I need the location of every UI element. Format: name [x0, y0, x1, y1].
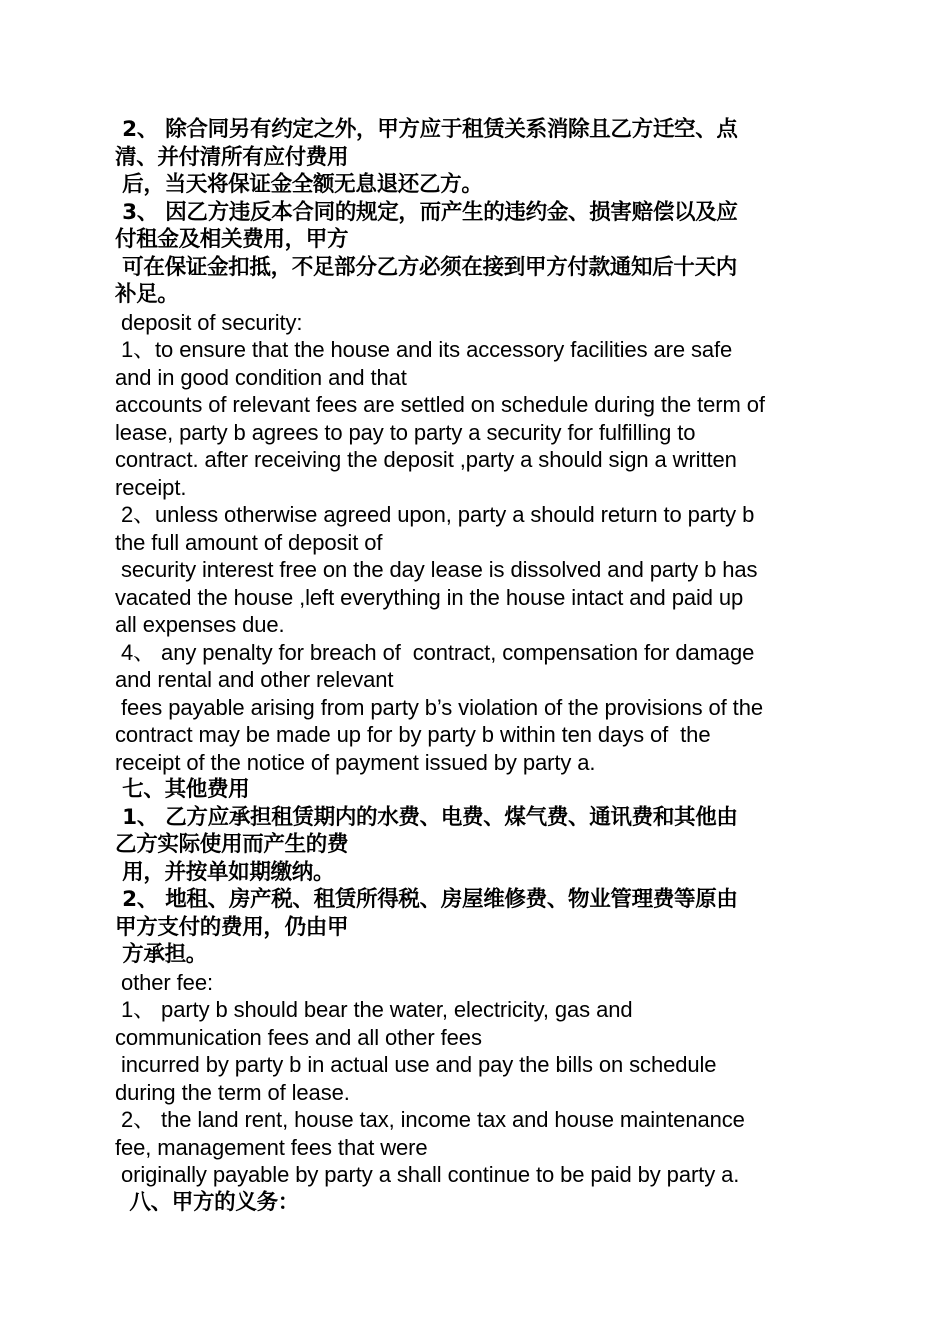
text-line: 1、 party b should bear the water, electricity, gas and [115, 997, 633, 1022]
text-line: accounts of relevant fees are settled on schedule during the term of [115, 392, 765, 417]
text-line: lease, party b agrees to pay to party a security for fulfilling to [115, 419, 696, 445]
text-line: other fee: [115, 969, 213, 995]
text-line: 后，当天将保证金全额无息退还乙方。 [115, 172, 483, 197]
text-line: and in good condition and that [115, 364, 407, 390]
text-line: 2、 除合同另有约定之外，甲方应于租赁关系消除且乙方迁空、点 [115, 117, 738, 142]
text-line: 方承担。 [115, 942, 207, 967]
text-line: incurred by party b in actual use and pay the bills on schedule [115, 1052, 717, 1077]
text-line: the full amount of deposit of [115, 529, 383, 555]
text-line: communication fees and all other fees [115, 1024, 482, 1050]
text-line: 1、 乙方应承担租赁期内的水费、电费、煤气费、通讯费和其他由 [115, 804, 738, 830]
text-line: 2、 the land rent, house tax, income tax and house maintenance [115, 1107, 745, 1132]
text-line: 七、其他费用 [115, 777, 250, 802]
text-line: during the term of lease. [115, 1079, 350, 1105]
text-line: all expenses due. [115, 612, 285, 637]
text-line: 用，并按单如期缴纳。 [115, 859, 335, 885]
document-body [115, 116, 840, 1216]
text-line: 2、unless otherwise agreed upon, party a should return to party b [115, 502, 755, 527]
text-line: 可在保证金扣抵，不足部分乙方必须在接到甲方付款通知后十天内 [115, 254, 737, 280]
text-line: 甲方支付的费用，仍由甲 [115, 914, 349, 940]
text-line: 1、to ensure that the house and its accessory facilities are safe [115, 337, 733, 362]
text-line: 清、并付清所有应付费用 [115, 144, 349, 170]
text-line: fee, management fees that were [115, 1134, 428, 1160]
text-line: 3、 因乙方违反本合同的规定，而产生的违约金、损害赔偿以及应 [115, 199, 738, 225]
text-line: originally payable by party a shall continue to be paid by party a. [115, 1162, 740, 1187]
text-line: 八、甲方的义务： [115, 1189, 299, 1215]
text-line: contract. after receiving the deposit ,party a should sign a written [115, 447, 737, 472]
text-line: 补足。 [115, 282, 179, 307]
text-line: receipt of the notice of payment issued by party a. [115, 749, 596, 775]
text-line: and rental and other relevant [115, 667, 394, 692]
text-line: security interest free on the day lease is dissolved and party b has [115, 557, 758, 582]
text-line: vacated the house ,left everything in the house intact and paid up [115, 584, 744, 610]
text-line: 乙方实际使用而产生的费 [115, 832, 349, 857]
text-line: 4、 any penalty for breach of contract, compensation for damage [115, 639, 755, 665]
text-line: receipt. [115, 474, 187, 500]
text-line: contract may be made up for by party b within ten days of the [115, 722, 711, 747]
text-line: fees payable arising from party b’s violation of the provisions of the [115, 694, 763, 720]
text-line: 2、 地租、房产税、租赁所得税、房屋维修费、物业管理费等原由 [115, 887, 738, 912]
text-line: 付租金及相关费用，甲方 [115, 227, 349, 252]
text-line: deposit of security: [115, 309, 303, 335]
